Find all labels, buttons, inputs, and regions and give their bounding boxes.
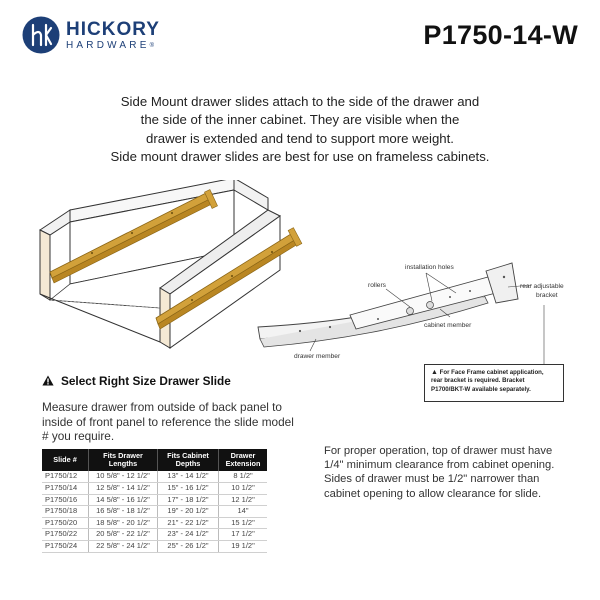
label-cabinet-member: cabinet member xyxy=(424,322,472,329)
table-row xyxy=(42,471,267,482)
cell-cabinet-depth: 15" - 16 1/2" xyxy=(158,483,219,495)
cell-slide: P1750/22 xyxy=(42,529,89,541)
note-line-3: P1700/BKT-W available separately. xyxy=(431,385,531,393)
intro-line: the side of the inner cabinet. They are visible when the xyxy=(140,112,460,128)
cell-cabinet-depth: 21" - 22 1/2" xyxy=(158,517,219,529)
clearance-instructions: For proper operation, top of drawer must have 1/4" minimum clearance from cabinet opening. Sides of drawer must be 1/2" narrower than cabinet opening to allow clearance for slide. xyxy=(324,445,555,500)
cell-drawer-length: 20 5/8" - 22 1/2" xyxy=(89,529,158,541)
table-row xyxy=(42,517,267,529)
brand-logo xyxy=(22,16,182,60)
cell-extension: 19 1/2" xyxy=(219,540,268,552)
note-text: For Face Frame cabinet application, xyxy=(439,369,544,376)
cell-slide: P1750/24 xyxy=(42,540,89,552)
cell-slide: P1750/16 xyxy=(42,494,89,506)
cell-drawer-length: 14 5/8" - 16 1/2" xyxy=(89,494,158,506)
cell-extension: 15 1/2" xyxy=(219,517,268,529)
intro-line: Side Mount drawer slides attach to the side of the drawer and xyxy=(120,94,480,109)
brand-name: HICKORY xyxy=(66,19,160,40)
cell-drawer-length: 10 5/8" - 12 1/2" xyxy=(89,471,158,482)
header-drawer-lengths: Fits Drawer Lengths xyxy=(89,449,158,471)
table-row xyxy=(42,506,267,518)
intro-line: drawer is extended and tend to support more weight. xyxy=(146,130,454,146)
cell-cabinet-depth: 23" - 24 1/2" xyxy=(158,529,219,541)
header-slide: Slide # xyxy=(42,449,89,471)
cell-cabinet-depth: 25" - 26 1/2" xyxy=(158,540,219,552)
label-rear-bracket-1: rear adjustable xyxy=(520,283,564,290)
cell-slide: P1750/14 xyxy=(42,483,89,495)
select-heading-text: Select Right Size Drawer Slide xyxy=(61,374,231,388)
measure-instructions: Measure drawer from outside of back panel to inside of front panel to reference the slide model # you require. xyxy=(42,400,294,443)
warning-icon: ▲ xyxy=(431,369,438,376)
brand-subtitle: HARDWARE® xyxy=(66,40,154,51)
cell-extension: 17 1/2" xyxy=(219,529,268,541)
select-size-heading xyxy=(42,374,231,388)
label-rear-bracket-2: bracket xyxy=(536,292,558,299)
table-row xyxy=(42,494,267,506)
cell-extension: 8 1/2" xyxy=(219,471,268,482)
intro-paragraph xyxy=(60,93,540,166)
cell-drawer-length: 12 5/8" - 14 1/2" xyxy=(89,483,158,495)
note-line-2: rear bracket is required. Bracket xyxy=(431,377,525,385)
cell-slide: P1750/12 xyxy=(42,471,89,482)
intro-line: Side mount drawer slides are best for use on frameless cabinets. xyxy=(110,148,490,164)
header-cabinet-depths: Fits Cabinet Depths xyxy=(158,449,219,471)
cell-slide: P1750/18 xyxy=(42,506,89,518)
label-drawer-member: drawer member xyxy=(294,353,341,360)
size-table xyxy=(42,449,267,553)
warning-icon xyxy=(42,375,54,386)
cell-extension: 10 1/2" xyxy=(219,483,268,495)
cell-cabinet-depth: 19" - 20 1/2" xyxy=(158,506,219,518)
cell-cabinet-depth: 17" - 18 1/2" xyxy=(158,494,219,506)
cell-drawer-length: 16 5/8" - 18 1/2" xyxy=(89,506,158,518)
table-row xyxy=(42,540,267,552)
cell-extension: 12 1/2" xyxy=(219,494,268,506)
table-row xyxy=(42,483,267,495)
hickory-logo-icon xyxy=(22,16,60,54)
header-drawer-extension: Drawer Extension xyxy=(219,449,268,471)
cell-extension: 14" xyxy=(219,506,268,518)
cell-drawer-length: 18 5/8" - 20 1/2" xyxy=(89,517,158,529)
cell-cabinet-depth: 13" - 14 1/2" xyxy=(158,471,219,482)
cell-slide: P1750/20 xyxy=(42,517,89,529)
model-number: P1750-14-W xyxy=(423,20,578,50)
label-rollers: rollers xyxy=(368,282,386,289)
face-frame-note xyxy=(424,364,564,402)
label-installation-holes: installation holes xyxy=(405,264,454,271)
note-line-1 xyxy=(431,369,558,377)
table-row xyxy=(42,529,267,541)
table-header-row xyxy=(42,449,267,471)
cell-drawer-length: 22 5/8" - 24 1/2" xyxy=(89,540,158,552)
